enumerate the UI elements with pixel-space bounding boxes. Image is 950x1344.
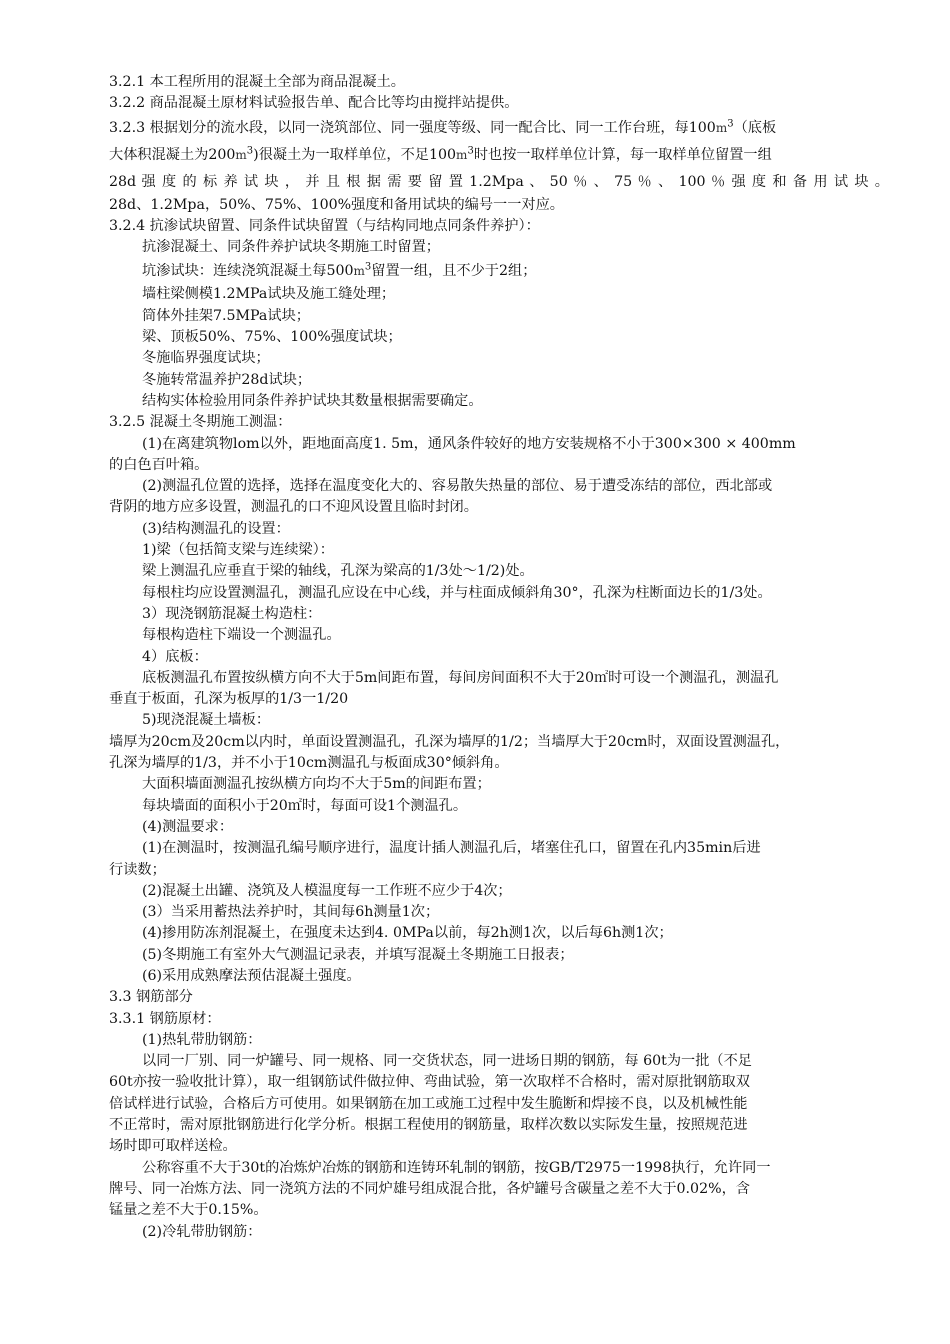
text-line: 1)梁（包括简支梁与连续梁）： bbox=[142, 542, 334, 559]
text-line: 梁、顶板50%、75%、100%强度试块； bbox=[142, 329, 402, 346]
text-line: 牌号、同一冶炼方法、同一浇筑方法的不同炉雄号组成混合批，各炉罐号含碳量之差不大于0.02%，含 bbox=[109, 1180, 750, 1197]
text-line: 的白色百叶箱。 bbox=[109, 456, 209, 473]
section-heading: 3.2.4 抗渗试块留置、同条件试块留置（与结构同地点同条件养护）： bbox=[109, 217, 540, 234]
text-line: 坑渗试块：连续浇筑混凝土每$500m^3$留置一组，且不少于2组； bbox=[142, 261, 537, 280]
section-heading: 3.3.1 钢筋原材： bbox=[109, 1010, 221, 1027]
text-line: 28d、1.2Mpa，50%、75%、100%强度和备用试块的编号一一对应。 bbox=[109, 196, 564, 213]
document-page bbox=[109, 72, 889, 1243]
text-line: (1)在离建筑物lom以外，距地面高度1. 5m，通风条件较好的地方安装规格不小于300×300 × 400mm bbox=[142, 435, 796, 452]
text-line: 3.2.3 根据划分的流水段，以同一浇筑部位、同一强度等级、同一配合比、同一工作台班，每$100m^3$（底板 bbox=[109, 117, 777, 136]
text-line: 冬施临界强度试块； bbox=[142, 350, 270, 367]
text-line: (5)冬期施工有室外大气测温记录表，并填写混凝土冬期施工日报表； bbox=[142, 946, 574, 963]
text-line: (6)采用成熟摩法预估混凝土强度。 bbox=[142, 967, 361, 984]
text-line: 背阴的地方应多设置，测温孔的口不迎风设置且临时封闭。 bbox=[109, 499, 478, 516]
text-line: (2)测温孔位置的选择，选择在温度变化大的、容易散失热量的部位、易于遭受冻结的部位，西北部或 bbox=[142, 478, 773, 495]
section-heading: 3.2.5 混凝土冬期施工测温： bbox=[109, 414, 292, 431]
text-line: 行读数； bbox=[109, 861, 166, 878]
text-line: 每块墙面的面积小于20㎡时，每面可设1个测温孔。 bbox=[142, 797, 468, 814]
text-line: 5)现浇混凝土墙板： bbox=[142, 712, 271, 729]
text-line: 孔深为墙厚的1/3，并不小于10cm测温孔与板面成30°倾斜角。 bbox=[109, 755, 509, 772]
text-line: (3）当采用蓄热法养护时，其间每6h测量1次； bbox=[142, 904, 440, 921]
text-line: 每根柱均应设置测温孔，测温孔应设在中心线，并与柱面成倾斜角30°，孔深为柱断面边长的1/3处。 bbox=[142, 584, 772, 601]
text-line: (2)混凝土出罐、浇筑及人模温度每一工作班不应少于4次； bbox=[142, 882, 512, 899]
text-line: 墙厚为20cm及20cm以内时，单面设置测温孔，孔深为墙厚的1/2；当墙厚大于20cm时，双面设置测温孔， bbox=[109, 733, 790, 750]
text-line: 锰量之差不大于0.15%。 bbox=[109, 1202, 268, 1219]
text-line: (4)掺用防冻剂混凝土，在强度未达到4. 0MPa以前，每2h测1次，以后每6h测1次； bbox=[142, 925, 673, 942]
text-line: 大面积墙面测温孔按纵横方向均不大于5m的间距布置； bbox=[142, 776, 491, 793]
text-line: 墙柱梁侧模1.2MPa试块及施工缝处理； bbox=[142, 286, 396, 303]
text-line: 大体积混凝土为$200m^3$)很凝土为一取样单位，不足$100m^3$时也按一取样单位计算，每一取样单位留置一组 bbox=[109, 144, 772, 163]
text-line: 垂直于板面，孔深为板厚的1/3一1/20 bbox=[109, 691, 349, 708]
text-line: 倍试样进行试验，合格后方可使用。如果钢筋在加工或施工过程中发生脆断和焊接不良，以及机械性能 bbox=[109, 1095, 748, 1112]
text-line: 每根构造柱下端设一个测温孔。 bbox=[142, 627, 341, 644]
text-line: (2)冷轧带肋钢筋： bbox=[142, 1223, 262, 1240]
text-line: 不正常时，需对原批钢筋进行化学分析。根据工程使用的钢筋量，取样次数以实际发生量，按照规范进 bbox=[109, 1117, 748, 1134]
text-line: 以同一厂别、同一炉罐号、同一规格、同一交货状态，同一进场日期的钢筋，每 60t为一批（不足 bbox=[142, 1053, 752, 1070]
text-line: 抗渗混凝土、同条件养护试块冬期施工时留置； bbox=[142, 239, 440, 256]
text-line: 结构实体检验用同条件养护试块其数量根据需要确定。 bbox=[142, 392, 483, 409]
text-line: 场时即可取样送检。 bbox=[109, 1138, 237, 1155]
text-line: (1)在测温时，按测温孔编号顺序进行，温度计插人测温孔后，堵塞住孔口，留置在孔内35min后进 bbox=[142, 840, 761, 857]
text-line: 筒体外挂架7.5MPa试块； bbox=[142, 307, 310, 324]
text-line: 4）底板： bbox=[142, 648, 208, 665]
text-line: (1)热轧带肋钢筋： bbox=[142, 1031, 262, 1048]
text-line: (3)结构测温孔的设置： bbox=[142, 520, 290, 537]
text-line: (4)测温要求： bbox=[142, 818, 234, 835]
section-heading: 3.3 钢筋部分 bbox=[109, 989, 193, 1006]
text-line: 底板测温孔布置按纵横方向不大于5m间距布置，每间房间面积不大于20㎡时可设一个测温孔，测温孔 bbox=[142, 669, 779, 686]
text-line: 梁上测温孔应垂直于梁的轴线，孔深为梁高的1/3处～1/2)处。 bbox=[142, 563, 534, 580]
text-line: 3.2.1 本工程所用的混凝土全部为商品混凝土。 bbox=[109, 74, 405, 90]
text-line: 3.2.2 商品混凝土原材料试验报告单、配合比等均由搅拌站提供。 bbox=[109, 95, 519, 112]
text-line: 冬施转常温养护28d试块； bbox=[142, 371, 312, 388]
text-line: 28d 强 度 的 标 养 试 块 ， 并 且 根 据 需 要 留 置 1.2Mpa 、 50 ％ 、 75 ％ 、 100 ％ 强 度 和 备 用 试 块 。 bbox=[109, 173, 889, 190]
text-line: 60t亦按一验收批计算），取一组钢筋试件做拉伸、弯曲试验，第一次取样不合格时，需对原批钢筋取双 bbox=[109, 1074, 750, 1091]
text-line: 公称容重不大于30t的冶炼炉冶炼的钢筋和连铸环轧制的钢筋，按GB/T2975一1998执行，允许同一 bbox=[142, 1159, 771, 1176]
text-line: 3）现浇钢筋混凝土构造柱： bbox=[142, 605, 322, 622]
